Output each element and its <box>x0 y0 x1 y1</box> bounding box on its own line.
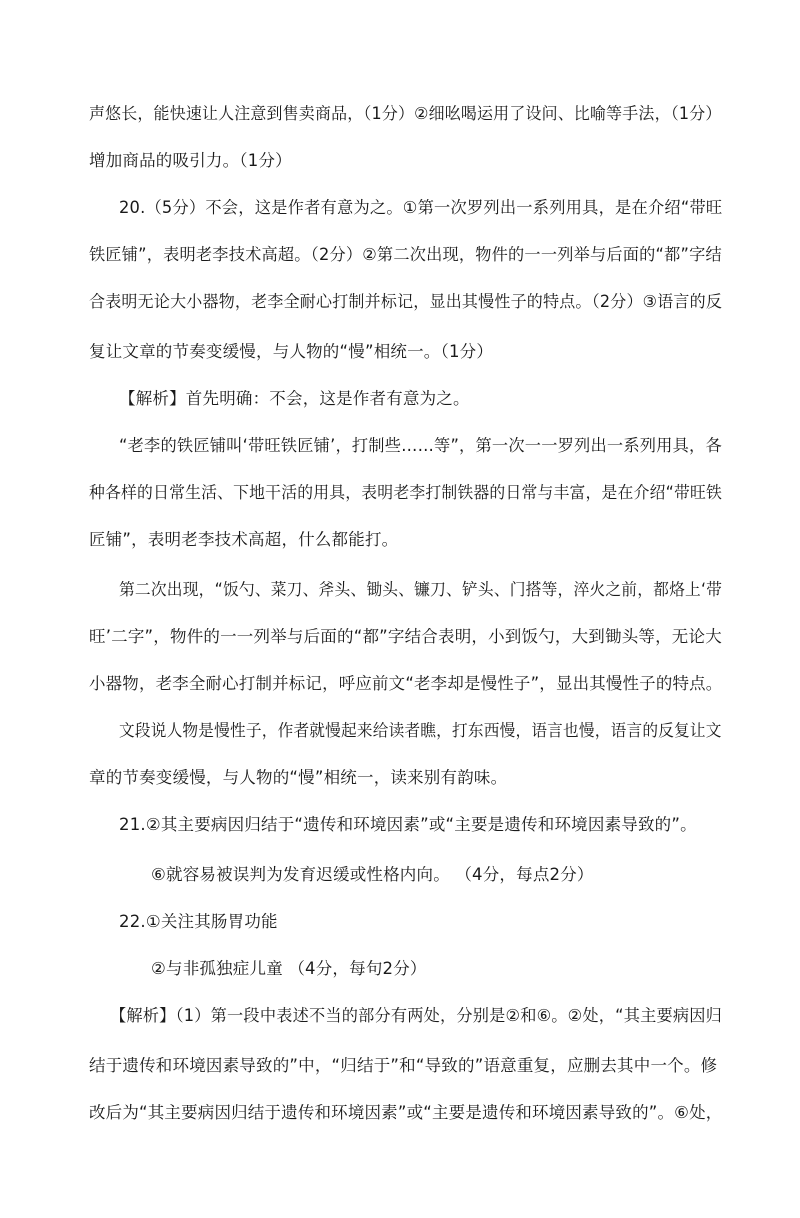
text-line-5: 合表明无论大小器物，老李全耐心打制并标记，显出其慢性子的特点。（2分）③语言的反 <box>89 292 723 311</box>
text-line-6: 复让文章的节奏变缓慢，与人物的“慢”相统一。（1分） <box>89 342 494 361</box>
text-line-11: 第二次出现，“饭勺、菜刀、斧头、锄头、镰刀、铲头、门搭等，淬火之前，都烙上‘带 <box>119 580 723 599</box>
text-line-15: 章的节奏变缓慢，与人物的“慢”相统一，读来别有韵味。 <box>89 768 508 787</box>
text-line-13: 小器物，老李全耐心打制并标记，呼应前文“老李却是慢性子”，显出其慢性子的特点。 <box>89 674 723 693</box>
analysis-heading: 【解析】首先明确：不会，这是作者有意为之。 <box>119 389 470 408</box>
text-line-10: 匠铺”，表明老李技术高超，什么都能打。 <box>89 530 399 549</box>
text-line-20: 【解析】（1）第一段中表述不当的部分有两处，分别是②和⑥。②处，“其主要病因归 <box>110 1006 723 1025</box>
text-line-14: 文段说人物是慢性子，作者就慢起来给读者瞧，打东西慢，语言也慢，语言的反复让文 <box>119 721 722 740</box>
text-line-16: 21.②其主要病因归结于“遗传和环境因素”或“主要是遗传和环境因素导致的”。 <box>119 815 697 834</box>
text-line-22: 改后为“其主要病因归结于遗传和环境因素”或“主要是遗传和环境因素导致的”。⑥处， <box>89 1103 723 1122</box>
text-line-2: 增加商品的吸引力。（1分） <box>89 151 292 170</box>
text-line-1: 声悠长，能快速让人注意到售卖商品，（1分）②细吆喝运用了设问、比喻等手法，（1分） <box>89 104 722 123</box>
text-line-21: 结于遗传和环境因素导致的”中，“归结于”和“导致的”语意重复，应删去其中一个。修 <box>89 1056 718 1075</box>
text-line-3: 20.（5分）不会，这是作者有意为之。①第一次罗列出一系列用具，是在介绍“带旺 <box>119 198 723 217</box>
text-line-9: 种各样的日常生活、下地干活的用具，表明老李打制铁器的日常与丰富，是在介绍“带旺铁 <box>89 483 723 502</box>
text-line-12: 旺’二字”，物件的一一列举与后面的“都”字结合表明，小到饭勺，大到锄头等，无论大 <box>89 627 722 646</box>
text-line-17: ⑥就容易被误判为发育迟缓或性格内向。 （4分，每点2分） <box>151 865 594 884</box>
text-line-8: “老李的铁匠铺叫‘带旺铁匠铺’，打制些……等”，第一次一一罗列出一系列用具，各 <box>119 436 722 455</box>
text-line-18: 22.①关注其肠胃功能 <box>119 912 278 931</box>
text-line-19: ②与非孤独症儿童 （4分，每句2分） <box>151 959 427 978</box>
text-line-4: 铁匠铺”，表明老李技术高超。（2分）②第二次出现，物件的一一列举与后面的“都”字结 <box>89 245 722 264</box>
